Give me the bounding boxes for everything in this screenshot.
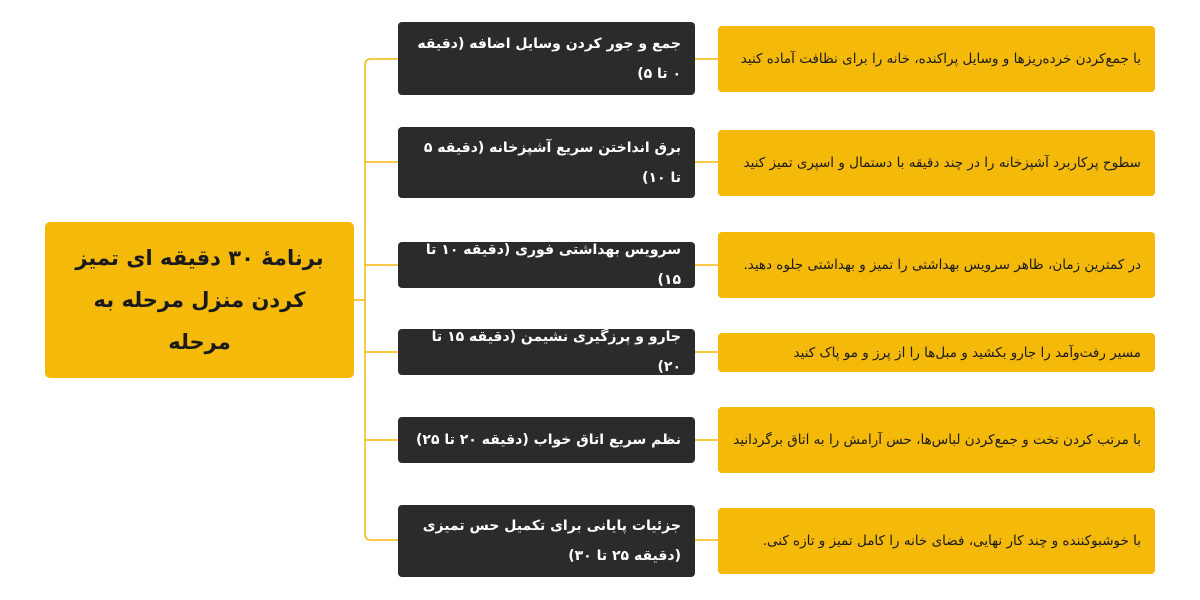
step-node-2 (398, 127, 695, 198)
step-label-4: جارو و پرزگیری نشیمن (دقیقه ۱۵ تا ۲۰) (431, 329, 681, 375)
description-text-4: مسیر رفت‌وآمد را جارو بکشید و مبل‌ها را از پرز و مو پاک کنید (793, 344, 1141, 361)
description-node-4 (718, 333, 1155, 372)
description-text-1: با جمع‌کردن خرده‌ریزها و وسایل پراکنده، خانه را برای نظافت آماده کنید (740, 51, 1141, 67)
description-node-1 (718, 26, 1155, 92)
step-node-4 (398, 329, 695, 375)
step-label-2: برق انداختن سریع آشپزخانه (دقیقه ۵ تا ۱۰) (423, 139, 681, 186)
description-node-5 (718, 407, 1155, 473)
step-label-3: سرویس بهداشتی فوری (دقیقه ۱۰ تا ۱۵) (425, 242, 681, 288)
root-title-node (45, 222, 354, 378)
step-label-6: جزئیات پایانی برای تکمیل حس تمیزی (دقیقه ۲۵ تا ۳۰) (422, 518, 681, 564)
step-label-5: نظم سریع اتاق خواب (دقیقه ۲۰ تا ۲۵) (416, 432, 681, 448)
description-text-2: سطوح پرکاربرد آشپزخانه را در چند دقیقه با دستمال و اسپری تمیز کنید (743, 155, 1141, 171)
description-text-3: در کمترین زمان، ظاهر سرویس بهداشتی را تمیز و بهداشتی جلوه دهید. (743, 257, 1141, 273)
description-text-5: با مرتب کردن تخت و جمع‌کردن لباس‌ها، حس آرامش را به اتاق برگردانید (733, 432, 1141, 448)
root-title-text: برنامهٔ ۳۰ دقیقه ای تمیز کردن منزل مرحله به مرحله (75, 246, 324, 354)
description-node-2 (718, 130, 1155, 196)
step-node-6 (398, 505, 695, 577)
step-node-3 (398, 242, 695, 288)
description-node-6 (718, 508, 1155, 574)
step-node-5 (398, 417, 695, 463)
description-text-6: با خوشبوکننده و چند کار نهایی، فضای خانه را کامل تمیز و تازه کنی. (762, 533, 1141, 549)
description-node-3 (718, 232, 1155, 298)
spine-line (365, 59, 371, 540)
step-label-1: جمع و جور کردن وسایل اضافه (دقیقه ۰ تا ۵) (417, 35, 681, 82)
step-node-1 (398, 22, 695, 95)
